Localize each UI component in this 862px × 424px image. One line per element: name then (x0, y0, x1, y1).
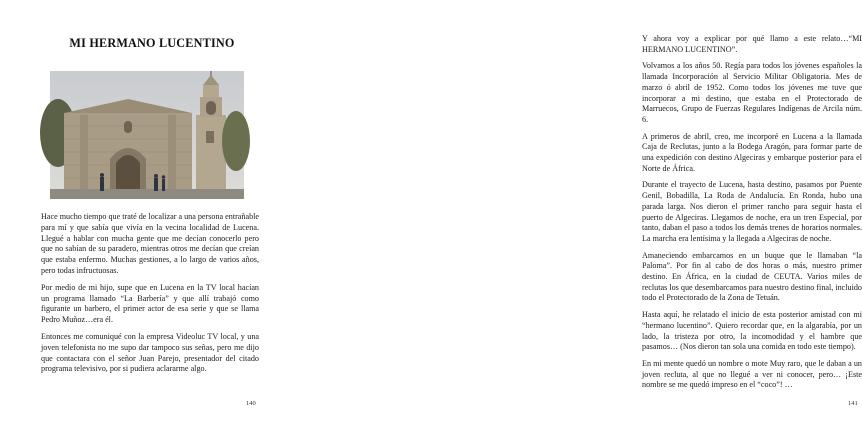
left-body-text (41, 212, 259, 381)
church-photo (50, 71, 244, 199)
paragraph: Por medio de mi hijo, supe que en Lucena en la TV local hacían un programa llamado “La Barbería” y que allí trabajó como figurante un barbero, el primer actor de esa serie y que se llama Pedro Muñoz…era él. (41, 282, 259, 325)
chapter-title: MI HERMANO LUCENTINO (69, 36, 235, 50)
paragraph: Volvamos a los años 50. Regía para todos los jóvenes españoles la llamada Incorporación al Servicio Militar Obligatoria. Mes de marzo ó abril de 1952. Como todos los jóvenes me tuve que incorporar a mi destino, que estaba en el Protectorado de Marruecos, Grupo de Fuerzas Regulares Indígenas de Arcila núm. 6. (642, 61, 862, 124)
paragraph: Hace mucho tiempo que traté de localizar a una persona entrañable para mí y que sabía que vivía en la vecina localidad de Lucena. Llegué a hablar con mucha gente que me decían conocerlo pero que no sabían de su paradero, mientras otros me decían que creían que estaba enfermo. Muchas gestiones, a lo largo de varios años, pero todas infructuosas. (41, 212, 259, 275)
paragraph: Entonces me comuniqué con la empresa Videoluc TV local, y una joven telefonista no me supo dar tampoco sus señas, pero me dijo que contactara con el señor Juan Parejo, presentador del citado programa televisivo, por si pudiera aclararme algo. (41, 331, 259, 374)
paragraph: Hasta aquí, he relatado el inicio de esta posterior amistad con mi “hermano lucentino”. Quiero recordar que, en la algarabía, por un lado, la tristeza por otro, la incomodidad y el hambre que pasamos… (Nos dieron tan sola una comida en todo este tiempo). (642, 310, 862, 352)
paragraph: Y ahora voy a explicar por qué llamo a este relato…“MI HERMANO LUCENTINO”. (642, 34, 862, 54)
left-page (0, 0, 300, 424)
paragraph: Amaneciendo embarcamos en un buque que le llamaban “la Paloma”. Por fin al cabo de dos horas o más, nuestro primer destino. En África, en la ciudad de CEUTA. Varios miles de reclutas los que desembarcamos para nuestro destino final, incluido todo el Protectorado de la Zona de Tetuán. (642, 250, 862, 303)
paragraph: Durante el trayecto de Lucena, hasta destino, pasamos por Puente Genil, Bobadilla, La Roda de Andalucía. En Ronda, hubo una parada larga. Nos dieron el primer rancho para seguir hasta el puerto de Algeciras. Llegamos de noche, era un tren Especial, por tanto, daban el paso a todos los demás trenes de horarios normales. La marcha era lentísima y la llegada a Algeciras de noche. (642, 180, 862, 243)
page-number-left: 140 (246, 400, 256, 407)
page-number-right: 141 (848, 400, 858, 407)
right-body-text (642, 34, 862, 397)
paragraph: En mi mente quedó un nombre o mote Muy raro, que le daban a un joven recluta, al que no llegué a ver ni conocer, pero… ¡Este nombre se me quedó impreso en el “coco”! … (642, 358, 862, 390)
paragraph: A primeros de abril, creo, me incorporé en Lucena a la llamada Caja de Reclutas, junto a la Bodega Aragón, para formar parte de una expedición con destino Algeciras y embarque posterior para el Norte de África. (642, 131, 862, 173)
right-page (300, 0, 862, 424)
